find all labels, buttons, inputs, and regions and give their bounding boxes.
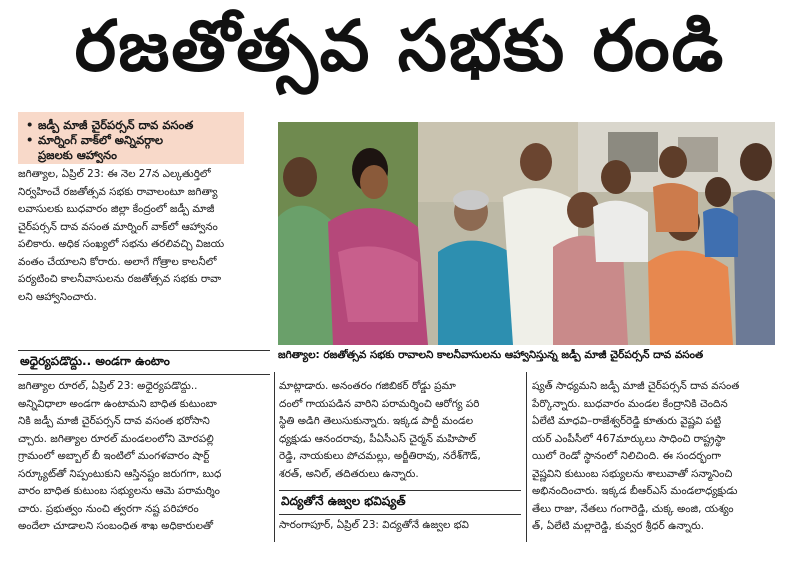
- story4-line: త్, ఏలేటి మల్లారెడ్డి, కువ్వర శ్రీధర్ ఉన్నారు.: [532, 520, 705, 532]
- bullet-dot-icon: •: [26, 118, 34, 132]
- story2-body-col2: [279, 378, 521, 483]
- story3-heading: విద్యతోనే ఉజ్వల భవిష్యత్: [279, 490, 521, 515]
- story2-line: గ్రామంలో అబ్బాల్ బీ ఇంటిలో మంగళవారం షార్ట్: [18, 450, 210, 462]
- bullet-text: జడ్పీ మాజీ చైర్‌పర్సన్ దావ వసంత: [38, 118, 194, 132]
- story1-line: చైర్‌పర్సన్ దావ వసంత మార్నింగ్ వాక్‌లో ఆహ్వానం: [18, 220, 218, 233]
- column-divider: [274, 372, 275, 542]
- story2-line: మాట్లాడారు. అనంతరం గజిబికర్ రోడ్డు ప్రమా: [279, 380, 456, 392]
- bullet-text: ప్రజలకు ఆహ్వానం: [38, 148, 117, 162]
- story4-line: యర్ ఎంపీసీలో 467మార్కులు సాధించి రాష్ట్రస్థా: [532, 432, 726, 445]
- story4-body: [532, 378, 782, 536]
- story2-line: నికి జడ్పీ మాజీ చైర్‌పర్సన్ దావ వసంత భరోసాని: [18, 415, 210, 427]
- story4-line: యిలో రెండో స్థానంలో నిలిచింది. ఈ సందర్భంగా: [532, 450, 721, 462]
- story1-body: [18, 166, 270, 306]
- story2-line: స్థితి అడిగి తెలుసుకున్నారు. ఇక్కడ పార్టీ మండల: [279, 415, 474, 427]
- story1-line: జగిత్యాల, ఏప్రిల్ 23: ఈ నెల 27న ఎల్కతుర్తిలో: [18, 168, 211, 180]
- story4-line: తేలు రాజు, నేతలు గంగారెడ్డి, చుక్క అంజి, యశ్యం: [532, 502, 734, 515]
- photo-caption: జగిత్యాల: రజతోత్సవ సభకు రావాలని కాలనీవాసులను ఆహ్వానిస్తున్న జడ్పీ మాజీ చైర్‌పర్సన్ దావ వసంత: [278, 349, 704, 361]
- story2-line: శరత్, అనిల్, తదితరులు ఉన్నారు.: [279, 467, 419, 480]
- story2-heading: అధైర్యపడొద్దు.. అండగా ఉంటాం: [18, 350, 270, 375]
- story2-line: అన్నివిధాలా అండగా ఉంటామని బాధిత కుటుంబా: [18, 397, 217, 410]
- bullet-dot-icon: •: [26, 133, 34, 147]
- story2-line: ధ్యక్షుడు ఆనందరావు, పీఏసీఎస్ చైర్మన్ మహిపాల్: [279, 432, 476, 445]
- news-photo: [278, 122, 775, 345]
- story1-line: పలికారు. అధిక సంఖ్యలో సభను తరలివచ్చి విజయ: [18, 238, 225, 250]
- story1-line: పర్యటించి కాలనీవాసులను రజతోత్సవ సభకు రావా: [18, 273, 222, 285]
- story2-line: అందేలా చూడాలని సంబంధిత శాఖ అధికారులతో: [18, 520, 214, 532]
- story4-line: పేర్కొన్నారు. బుధవారం మండల కేంద్రానికి చెందిన: [532, 397, 728, 410]
- story2-line: చ్చారు. జగిత్యాల రూరల్ మండలంలోని మోరపల్లి: [18, 432, 214, 445]
- story2-line: దంలో గాయపడిన వారిని పరామర్శించి ఆరోగ్య పరి: [279, 397, 480, 410]
- story1-line: వంతం చేయాలని కోరారు. అలాగే గోత్రాల కాలనీలో: [18, 255, 217, 268]
- story1-line: నిర్వహించే రజతోత్సవ సభకు రావాలంటూ జగిత్యా: [18, 185, 218, 198]
- headline: రజతోత్సవ సభకు రండి: [74, 4, 726, 87]
- story4-line: ఏలేటి మాధవి–రాజేశ్వర్‌రెడ్డి కూతురు వైష్ణవి పట్టి: [532, 415, 722, 427]
- story1-line: లని ఆహ్వానించారు.: [18, 290, 97, 303]
- story2-line: రెడ్డి, నాయకులు పోచమల్లు, అర్జీతిరావు, నరేశ్‌గౌడ్,: [279, 450, 481, 462]
- story2-line: సర్క్యూట్‌తో నిప్పంటుకుని ఆస్తినష్టం జరుగగా, బుధ: [18, 467, 222, 480]
- bullet-text: మార్నింగ్ వాక్‌లో అన్నివర్గాల: [38, 133, 164, 147]
- story3-body: [279, 517, 521, 535]
- bullet-item: [26, 133, 236, 148]
- news-photo-illustration: [278, 122, 775, 345]
- story3-line: సారంగాపూర్, ఏప్రిల్ 23: విద్యతోనే ఉజ్వల భవి: [279, 519, 469, 531]
- story2-body-col1: [18, 378, 270, 536]
- bullet-item: [26, 118, 236, 133]
- column-divider: [526, 372, 527, 542]
- story4-line: అభినందించారు. ఇక్కడ బీఆర్ఎస్ మండలాధ్యక్షుడు: [532, 485, 738, 497]
- story2-line: జగిత్యాల రూరల్, ఏప్రిల్ 23: అధైర్యపడొద్దు..: [18, 380, 198, 392]
- story4-line: వైష్ణవిని కుటుంబ సభ్యులను శాలువాతో సన్మానించి: [532, 467, 733, 480]
- story1-line: లవాసులకు బుధవారం జిల్లా కేంద్రంలో జడ్పీ మాజీ: [18, 203, 215, 215]
- story2-line: చారు. ప్రభుత్వం నుంచి త్వరగా నష్ట పరిహారం: [18, 502, 199, 515]
- story4-line: ష్యత్ సాధ్యమని జడ్పీ మాజీ చైర్‌పర్సన్ దావ వసంత: [532, 380, 740, 392]
- story2-line: వారం బాధిత కుటుంబ సభ్యులను ఆమె పరామర్శిం: [18, 485, 220, 497]
- highlight-box: [18, 112, 244, 164]
